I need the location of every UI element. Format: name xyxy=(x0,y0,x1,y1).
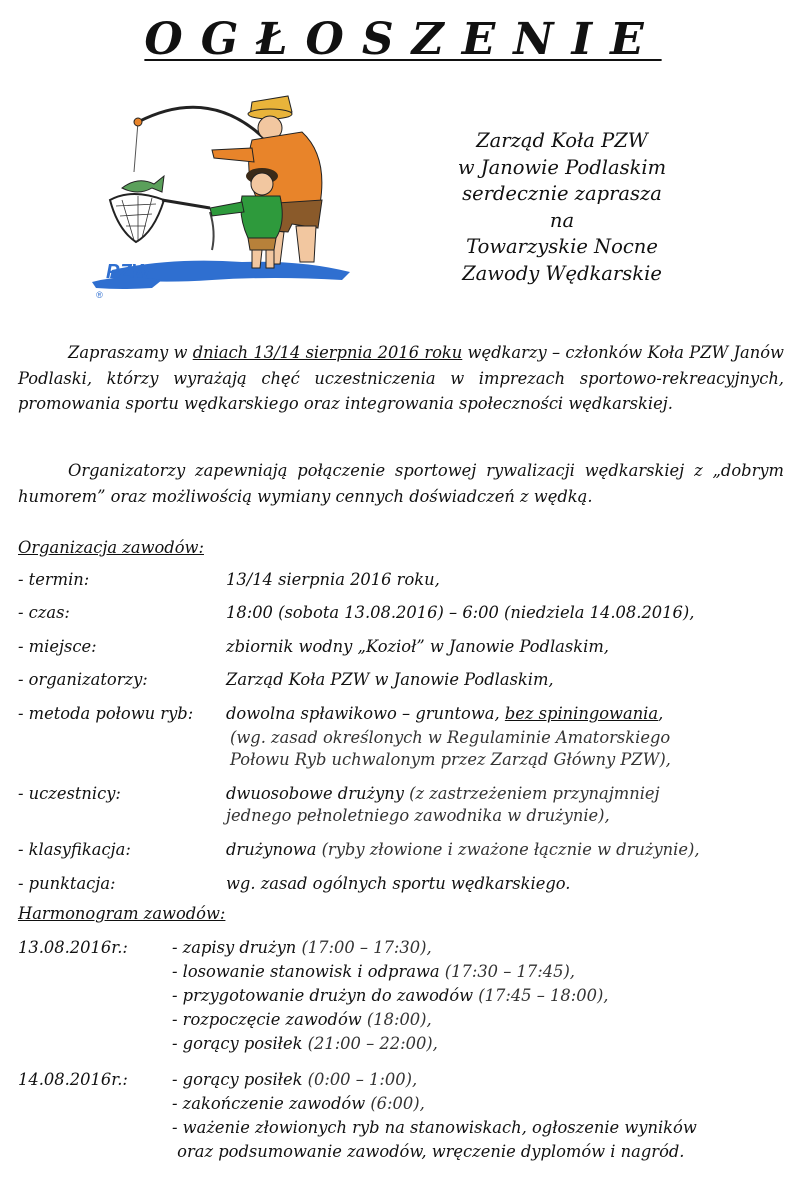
klasyfikacja-label: - klasyfikacja: xyxy=(18,840,131,859)
day2-schedule xyxy=(172,1068,697,1164)
schedule-item: - gorący posiłek (0:00 – 1:00), xyxy=(172,1070,418,1089)
day1-date: 13.08.2016r.: xyxy=(18,938,128,957)
pzw-logo: PZW xyxy=(106,261,151,283)
organizers-text: Organizatorzy zapewniają połączenie sportowej rywalizacji wędkarskiej z „dobrym humorem” oraz możliwością wymiany cennych doświadczeń z wędką. xyxy=(18,461,784,506)
organizatorzy-label: - organizatorzy: xyxy=(18,670,148,689)
uczestnicy-label: - uczestnicy: xyxy=(18,784,121,803)
punktacja-value: wg. zasad ogólnych sportu wędkarskiego. xyxy=(226,874,571,893)
schedule-item: - zapisy drużyn (17:00 – 17:30), xyxy=(172,938,432,957)
metoda-end: , xyxy=(658,704,664,723)
invitation-line: w Janowie Podlaskim xyxy=(457,155,667,179)
klasyfikacja-note: (ryby złowione i zważone łącznie w drużynie), xyxy=(316,840,700,859)
schedule-item: - losowanie stanowisk i odprawa (17:30 – 17:45), xyxy=(172,962,575,981)
uczestnicy-note-1: (z zastrzeżeniem przynajmniej xyxy=(403,784,660,803)
miejsce-label: - miejsce: xyxy=(18,637,97,656)
intro-start: Zapraszamy w xyxy=(68,343,193,362)
uczestnicy-line xyxy=(226,784,660,803)
schedule-item: - przygotowanie drużyn do zawodów (17:45 – 18:00), xyxy=(172,986,609,1005)
fishing-illustration xyxy=(92,92,360,304)
harmonogram-heading: Harmonogram zawodów: xyxy=(18,904,226,923)
metoda-label: - metoda połowu ryb: xyxy=(18,704,194,723)
intro-paragraph xyxy=(18,340,784,417)
metoda-value: dowolna spławikowo – gruntowa, xyxy=(226,704,505,723)
intro-rest: wędkarzy – członków Koła PZW Janów Podlaski, którzy wyrażają chęć uczestniczenia w imprezach sportowo-rekreacyjnych, promowania sportu wędkarskiego oraz integrowania społeczności wędkarskiej. xyxy=(18,343,784,414)
miejsce-value: zbiornik wodny „Kozioł” w Janowie Podlaskim, xyxy=(226,637,609,656)
day2-date: 14.08.2016r.: xyxy=(18,1070,128,1089)
schedule-item: oraz podsumowanie zawodów, wręczenie dyplomów i nagród. xyxy=(172,1142,685,1161)
organizers-paragraph xyxy=(18,458,784,509)
termin-label: - termin: xyxy=(18,570,90,589)
page-title: OGŁOSZENIE xyxy=(144,14,662,65)
schedule-item: - gorący posiłek (21:00 – 22:00), xyxy=(172,1034,438,1053)
organizacja-heading: Organizacja zawodów: xyxy=(18,538,204,557)
invitation-line: na xyxy=(549,208,575,232)
czas-label: - czas: xyxy=(18,603,70,622)
invitation-text xyxy=(402,128,722,287)
schedule-item: - zakończenie zawodów (6:00), xyxy=(172,1094,425,1113)
invitation-line: Zawody Wędkarskie xyxy=(462,261,662,285)
svg-text:®: ® xyxy=(96,290,103,300)
invitation-line: serdecznie zaprasza xyxy=(462,182,662,205)
klasyfikacja-value: drużynowa xyxy=(226,840,317,859)
metoda-value-line xyxy=(226,704,663,723)
invitation-line: Towarzyskie Nocne xyxy=(466,235,658,258)
metoda-note-1: (wg. zasad określonych w Regulaminie Amatorskiego xyxy=(230,728,671,747)
termin-value: 13/14 sierpnia 2016 roku, xyxy=(226,570,440,589)
schedule-item: - ważenie złowionych ryb na stanowiskach, ogłoszenie wyników xyxy=(172,1118,697,1137)
day1-schedule xyxy=(172,936,608,1056)
metoda-note-2: Połowu Ryb uchwalonym przez Zarząd Główny PZW), xyxy=(230,750,671,769)
uczestnicy-value: dwuosobowe drużyny xyxy=(226,784,404,803)
uczestnicy-note-2: jednego pełnoletniego zawodnika w drużynie), xyxy=(226,806,610,825)
klasyfikacja-line xyxy=(226,840,700,859)
schedule-item: - rozpoczęcie zawodów (18:00), xyxy=(172,1010,432,1029)
czas-value: 18:00 (sobota 13.08.2016) – 6:00 (niedziela 14.08.2016), xyxy=(226,603,695,622)
invitation-line: Zarząd Koła PZW xyxy=(476,129,648,152)
organizatorzy-value: Zarząd Koła PZW w Janowie Podlaskim, xyxy=(226,670,554,689)
intro-dates: dniach 13/14 sierpnia 2016 roku xyxy=(192,343,463,362)
metoda-no-spinning: bez spiningowania xyxy=(504,704,659,723)
punktacja-label: - punktacja: xyxy=(18,874,116,893)
